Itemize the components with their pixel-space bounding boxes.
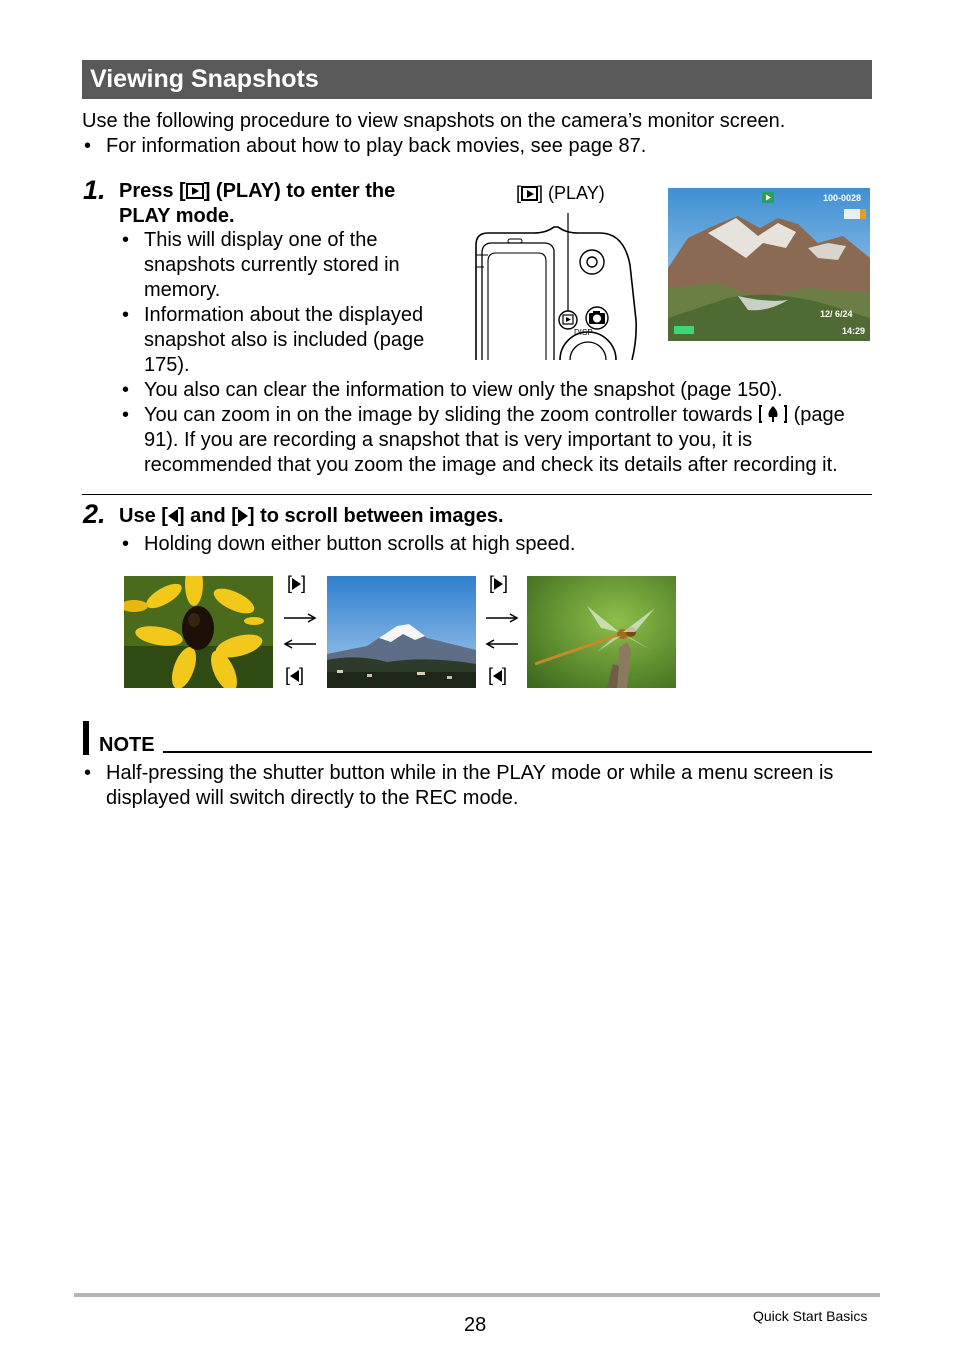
divider xyxy=(82,494,872,495)
scroll-arrows-2 xyxy=(484,610,520,654)
note-marker xyxy=(83,721,89,755)
page-number: 28 xyxy=(464,1314,487,1336)
note-rule xyxy=(163,751,872,753)
left-arrow-icon xyxy=(493,670,502,682)
scroll-back-label-2: [ ] xyxy=(488,665,508,685)
right-arrow-icon xyxy=(292,578,301,590)
intro-text: Use the following procedure to view snapshots on the camera’s monitor screen. xyxy=(82,110,786,132)
screen-folder-number: 100-0028 xyxy=(823,193,862,203)
mount-fuji-photo xyxy=(327,576,476,688)
section-title: Viewing Snapshots xyxy=(90,65,319,93)
screen-date: 12/ 6/24 xyxy=(820,309,853,319)
sunflower-photo xyxy=(124,576,273,688)
note-label: NOTE xyxy=(99,734,155,756)
step1-title-line2: PLAY mode. xyxy=(119,205,235,227)
battery-icon xyxy=(674,326,694,334)
disp-label: DISP xyxy=(574,328,593,337)
play-button-label: [ ] (PLAY) xyxy=(516,183,605,203)
left-arrow-icon xyxy=(290,670,299,682)
right-arrow-icon xyxy=(238,509,248,523)
play-icon xyxy=(521,186,538,201)
step2-number: 2. xyxy=(83,499,106,529)
footer-section-title: Quick Start Basics xyxy=(753,1308,868,1324)
scroll-arrows-1 xyxy=(282,610,318,654)
left-arrow-icon xyxy=(168,509,178,523)
telephoto-icon xyxy=(758,404,788,424)
scroll-forward-label-2: [ ] xyxy=(489,573,509,593)
footer-rule xyxy=(74,1293,880,1297)
intro-bullet-text: For information about how to play back movies, see page 87. xyxy=(106,135,647,157)
camera-back-illustration xyxy=(474,205,640,360)
step1-number: 1. xyxy=(83,175,106,205)
monitor-screen-photo xyxy=(668,188,870,341)
section-header-bar xyxy=(82,60,872,99)
step1-title: Press [ ] (PLAY) to enter the xyxy=(119,180,396,202)
screen-time: 14:29 xyxy=(842,326,866,336)
right-arrow-icon xyxy=(494,578,503,590)
play-icon xyxy=(186,183,204,199)
scroll-back-label-1: [ ] xyxy=(285,665,305,685)
scroll-forward-label-1: [ ] xyxy=(287,573,307,593)
step2-title: Use [ ] and [ ] to scroll between images. xyxy=(119,505,504,527)
dragonfly-photo xyxy=(527,576,676,688)
